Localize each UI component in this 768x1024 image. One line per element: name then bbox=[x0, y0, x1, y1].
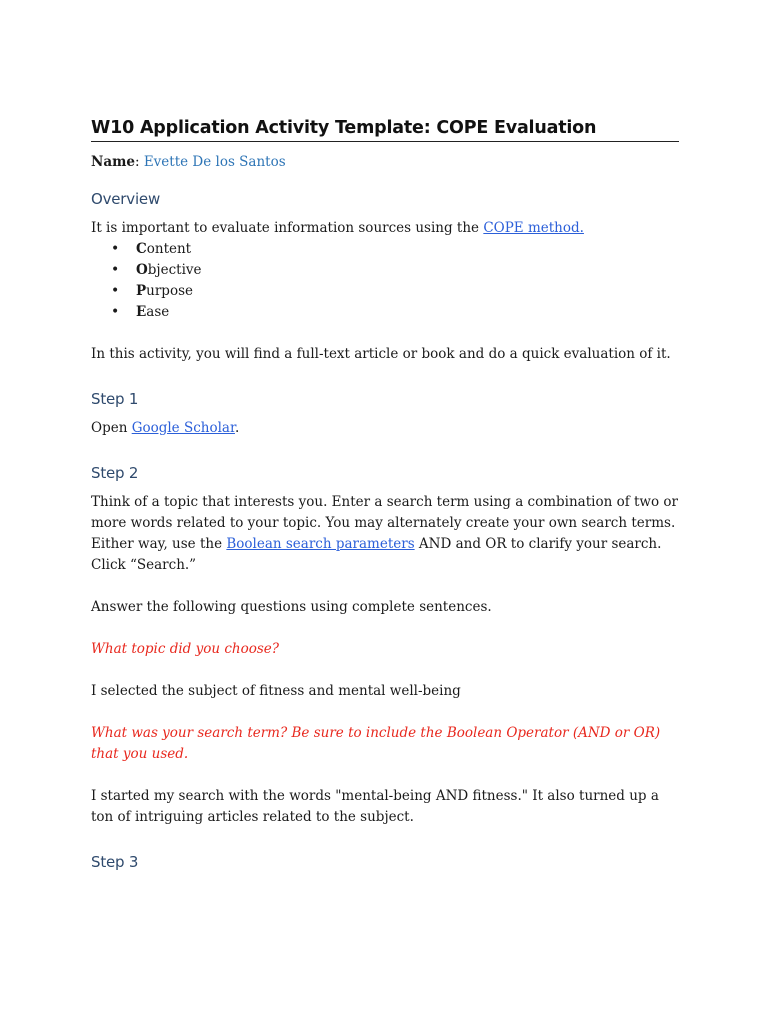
step1-heading: Step 1 bbox=[91, 390, 139, 408]
list-item-initial: P bbox=[136, 283, 147, 299]
step2-paragraph bbox=[91, 492, 679, 576]
name-value: Evette De los Santos bbox=[143, 154, 286, 170]
list-item bbox=[136, 260, 679, 281]
step2-para-a: Think of a topic that interests you. Enter a search term using a combination of two or more words related to your topic. You may alternately create your own search terms. Either way, use the bbox=[91, 494, 678, 552]
document-title: W10 Application Activity Template: COPE Evaluation bbox=[91, 118, 679, 142]
step2-instructions: Answer the following questions using complete sentences. bbox=[91, 599, 492, 615]
question-topic: What topic did you choose? bbox=[91, 641, 279, 657]
cope-method-link[interactable]: COPE method. bbox=[483, 220, 584, 236]
boolean-search-link[interactable]: Boolean search parameters bbox=[226, 536, 415, 552]
cope-list bbox=[91, 239, 679, 323]
list-item-initial: O bbox=[136, 262, 148, 278]
list-item-rest: ontent bbox=[146, 241, 192, 257]
name-label: Name bbox=[91, 154, 135, 170]
name-separator: : bbox=[134, 154, 144, 170]
answer-topic: I selected the subject of fitness and mental well-being bbox=[91, 683, 461, 699]
overview-intro bbox=[91, 218, 679, 239]
list-item-initial: E bbox=[136, 304, 147, 320]
list-item-rest: bjective bbox=[147, 262, 202, 278]
list-item bbox=[136, 302, 679, 323]
list-item bbox=[136, 281, 679, 302]
list-item bbox=[136, 239, 679, 260]
step1-text bbox=[91, 418, 679, 439]
list-item-initial: C bbox=[136, 241, 147, 257]
answer-search-term: I started my search with the words "mental-being AND fitness." It also turned up a ton of intriguing articles related to the subject. bbox=[91, 788, 659, 825]
name-line bbox=[91, 153, 679, 172]
list-item-rest: urpose bbox=[146, 283, 193, 299]
activity-description: In this activity, you will find a full-text article or book and do a quick evaluation of it. bbox=[91, 346, 671, 362]
step3-heading: Step 3 bbox=[91, 853, 139, 871]
step2-heading: Step 2 bbox=[91, 464, 139, 482]
step1-text-after: . bbox=[234, 420, 240, 436]
step2-para-b: AND and OR to clarify your search. Click “Search.” bbox=[91, 536, 662, 573]
google-scholar-link[interactable]: Google Scholar bbox=[131, 420, 235, 436]
document-page bbox=[91, 118, 679, 871]
overview-intro-text: It is important to evaluate information sources using the bbox=[91, 220, 484, 236]
overview-heading: Overview bbox=[91, 190, 161, 208]
list-item-rest: ase bbox=[146, 304, 170, 320]
question-search-term: What was your search term? Be sure to include the Boolean Operator (AND or OR) that you used. bbox=[91, 725, 661, 762]
step1-text-before: Open bbox=[91, 420, 132, 436]
